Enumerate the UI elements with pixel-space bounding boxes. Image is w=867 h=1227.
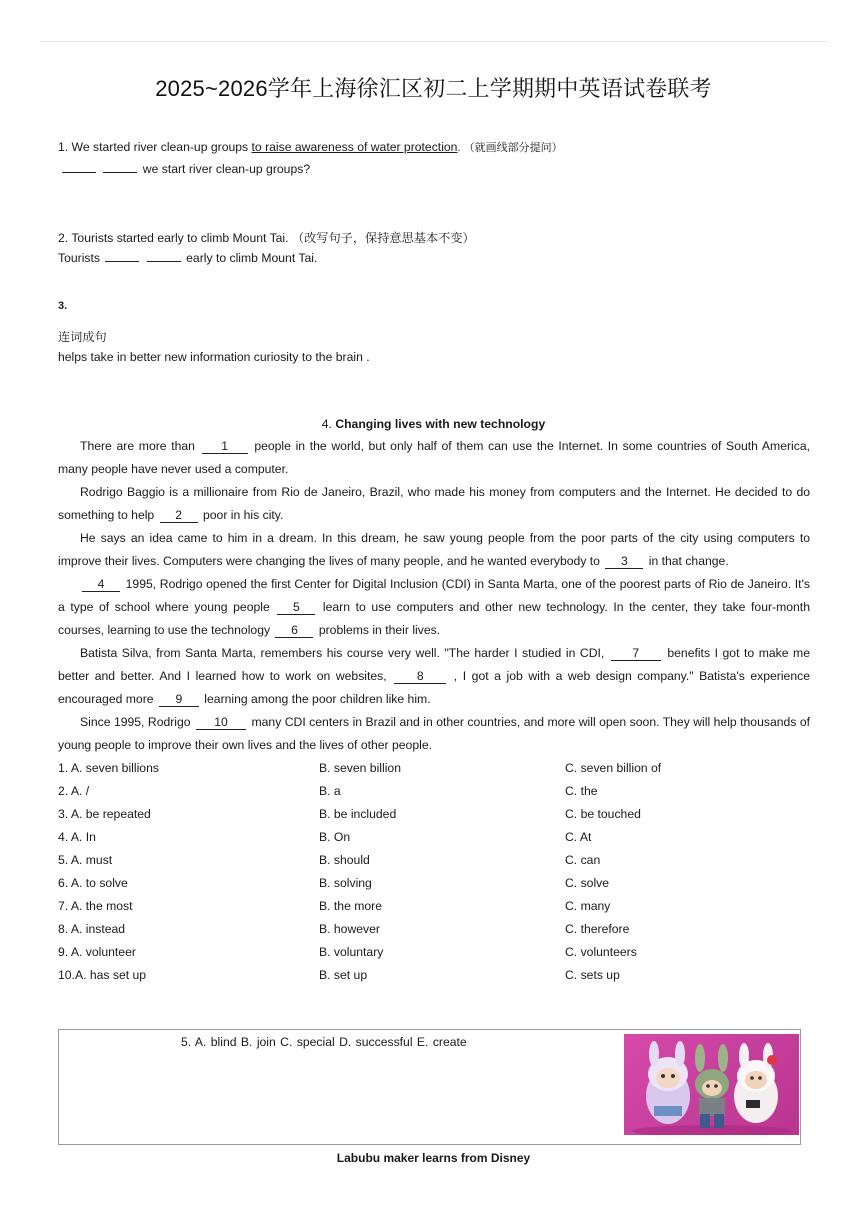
option-a[interactable]: 1. A. seven billions (58, 761, 159, 775)
option-a[interactable]: 5. A. must (58, 853, 113, 867)
blank-4[interactable]: 4 (82, 578, 120, 592)
q2-answer-line (58, 251, 317, 265)
passage-text: Since 1995, Rodrigo (80, 715, 195, 729)
q2-line2-tail: early to climb Mount Tai. (182, 251, 318, 265)
blank-10[interactable]: 10 (196, 716, 246, 730)
passage-text: poor in his city. (199, 508, 284, 522)
option-c[interactable]: C. sets up (565, 968, 620, 982)
option-b[interactable]: B. solving (319, 876, 372, 890)
option-b[interactable]: B. be included (319, 807, 397, 821)
passage-paragraph-5 (58, 642, 810, 711)
option-b[interactable]: B. should (319, 853, 370, 867)
q5-box (58, 1029, 801, 1145)
option-a[interactable]: 7. A. the most (58, 899, 133, 913)
q4-heading-num: 4. (321, 417, 336, 431)
q4-heading-title: Changing lives with new technology (335, 417, 546, 431)
labubu-dolls-illustration (624, 1034, 799, 1135)
blank-5[interactable]: 5 (277, 601, 315, 615)
q5-word-bank: 5. A. blind B. join C. special D. successful E. create (181, 1035, 467, 1049)
option-b[interactable]: B. On (319, 830, 351, 844)
blank-8[interactable]: 8 (394, 670, 446, 684)
option-b[interactable]: B. a (319, 784, 341, 798)
option-c[interactable]: C. seven billion of (565, 761, 662, 775)
option-a[interactable]: 6. A. to solve (58, 876, 128, 890)
blank-9[interactable]: 9 (159, 693, 199, 707)
passage-text: benefits I got to make me better and better. And I learned how to work on websites, (58, 646, 810, 683)
option-a[interactable]: 4. A. In (58, 830, 96, 844)
q4-heading (0, 417, 867, 431)
option-b[interactable]: B. set up (319, 968, 368, 982)
passage-text: Rodrigo Baggio is a millionaire from Rio de Janeiro, Brazil, who made his money from computers and the Internet. He decided to do something to help (58, 485, 810, 522)
option-a[interactable]: 2. A. / (58, 784, 90, 798)
q3-words: helps take in better new information curiosity to the brain . (58, 350, 370, 364)
q2-text: 2. Tourists started early to climb Mount Tai. （改写句子，保持意思基本不变） (58, 231, 475, 245)
blank-3[interactable]: 3 (605, 555, 643, 569)
answer-blank[interactable] (62, 162, 96, 173)
option-c[interactable]: C. the (565, 784, 598, 798)
blank-6[interactable]: 6 (275, 624, 313, 638)
question-2 (58, 229, 475, 246)
option-c[interactable]: C. At (565, 830, 592, 844)
q1-answer-line (60, 162, 310, 176)
option-b[interactable]: B. the more (319, 899, 382, 913)
q1-text-b: . （就画线部分提问） (457, 142, 563, 154)
q1-line2-tail: we start river clean-up groups? (139, 162, 311, 176)
passage-text: , I got a job with a web design company." Batista's experience encouraged more (58, 669, 810, 706)
passage-text: people in the world, but only half of them can use the Internet. In some countries of South America, many people have never used a computer. (58, 439, 810, 476)
blank-7[interactable]: 7 (611, 647, 661, 661)
passage-paragraph-6 (58, 711, 810, 757)
q2-line2-head: Tourists (58, 251, 104, 265)
passage-paragraph-3 (58, 527, 810, 573)
option-c[interactable]: C. can (565, 853, 601, 867)
page-title: 2025~2026学年上海徐汇区初二上学期期中英语试卷联考 (155, 76, 712, 101)
passage-text: problems in their lives. (315, 623, 441, 637)
passage-text: learning among the poor children like him. (200, 692, 431, 706)
passage-text: There are more than (80, 439, 200, 453)
question-1 (58, 139, 563, 155)
labubu-photo (624, 1034, 799, 1135)
passage-text: 1995, Rodrigo opened the first Center for Digital Inclusion (CDI) in Santa Marta, one of the poorest parts of Rio de Janeiro. It's a type of school where young people (58, 577, 810, 614)
passage-paragraph-1 (58, 435, 810, 481)
passage-text: He says an idea came to him in a dream. In this dream, he saw young people from the poor parts of the city using computers to improve their lives. Computers were changing the lives of many people, and he wanted everybody to (58, 531, 810, 568)
q3-instruction: 连词成句 (58, 330, 107, 344)
answer-blank[interactable] (105, 251, 139, 262)
option-a[interactable]: 8. A. instead (58, 922, 126, 936)
option-a[interactable]: 9. A. volunteer (58, 945, 136, 959)
option-b[interactable]: B. seven billion (319, 761, 401, 775)
option-c[interactable]: C. solve (565, 876, 610, 890)
passage-text: Batista Silva, from Santa Marta, remembers his course very well. "The harder I studied in CDI, (80, 646, 609, 660)
option-c[interactable]: C. be touched (565, 807, 641, 821)
q1-text-a: 1. We started river clean-up groups (58, 140, 252, 154)
q3-number: 3. (58, 300, 68, 312)
q1-underlined: to raise awareness of water protection (251, 140, 458, 154)
blank-2[interactable]: 2 (160, 509, 198, 523)
top-rule (40, 41, 828, 42)
q5-caption: Labubu maker learns from Disney (336, 1151, 531, 1165)
answer-blank[interactable] (147, 251, 181, 262)
option-c[interactable]: C. therefore (565, 922, 630, 936)
option-a[interactable]: 10.A. has set up (58, 968, 147, 982)
answer-blank[interactable] (103, 162, 137, 173)
passage-text: learn to use computers and other new technology. In the center, they take four-month courses, learning to use the technology (58, 600, 810, 637)
blank-1[interactable]: 1 (202, 440, 248, 454)
passage-paragraph-2 (58, 481, 810, 527)
option-a[interactable]: 3. A. be repeated (58, 807, 151, 821)
passage-text: many CDI centers in Brazil and in other countries, and more will open soon. They will help thousands of young people to improve their own lives and the lives of other people. (58, 715, 810, 752)
passage-text: in that change. (645, 554, 729, 568)
option-c[interactable]: C. many (565, 899, 611, 913)
option-c[interactable]: C. volunteers (565, 945, 637, 959)
option-b[interactable]: B. however (319, 922, 380, 936)
option-b[interactable]: B. voluntary (319, 945, 384, 959)
passage-paragraph-4 (58, 573, 810, 642)
